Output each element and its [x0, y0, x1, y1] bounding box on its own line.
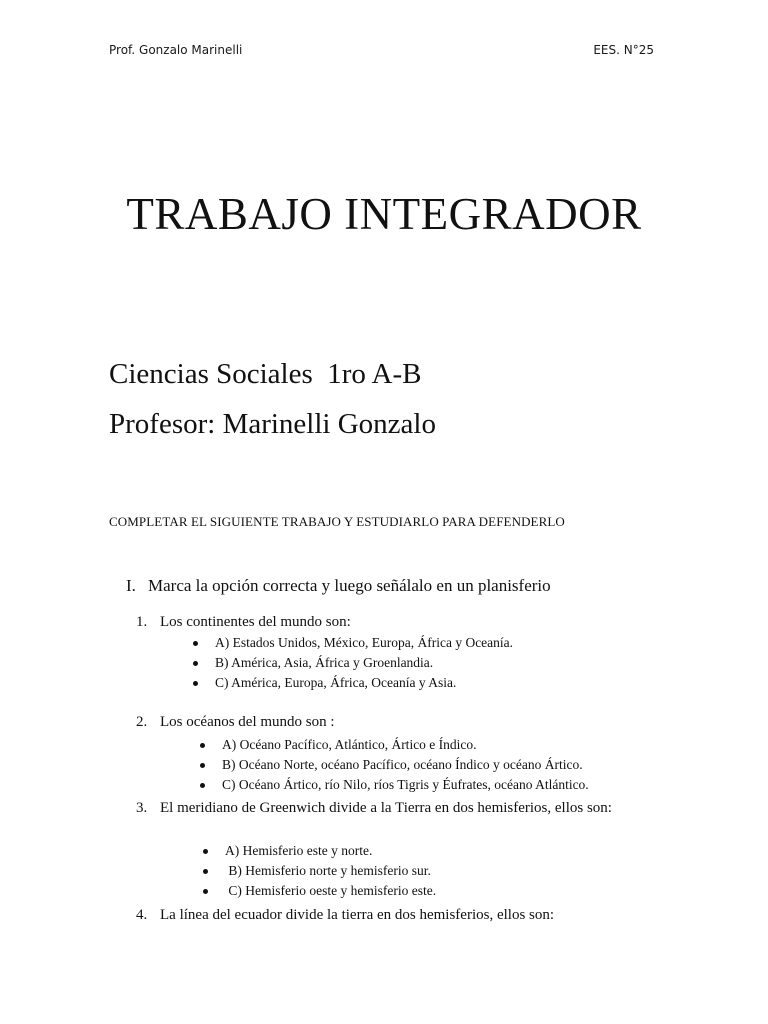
- bullet-icon: [200, 763, 205, 768]
- question-text: La línea del ecuador divide la tierra en dos hemisferios, ellos son:: [160, 907, 555, 923]
- question-3-options: [201, 841, 436, 901]
- question-text: El meridiano de Greenwich divide a la Tierra en dos hemisferios, ellos son:: [160, 800, 612, 816]
- bullet-icon: [203, 869, 208, 874]
- bullet-icon: [203, 849, 208, 854]
- section-heading-text: Marca la opción correcta y luego señálalo en un planisferio: [148, 576, 551, 595]
- option-item: [201, 841, 436, 861]
- option-item: [198, 735, 589, 755]
- option-item: [191, 633, 513, 653]
- question-number: 4.: [136, 907, 148, 923]
- question-number: 2.: [136, 714, 148, 730]
- bullet-icon: [193, 661, 198, 666]
- option-text: A) Océano Pacífico, Atlántico, Ártico e Índico.: [222, 737, 477, 752]
- option-item: [201, 861, 436, 881]
- bullet-icon: [193, 641, 198, 646]
- question-text: Los continentes del mundo son:: [160, 614, 351, 630]
- section-heading: [126, 576, 551, 596]
- question-3: [136, 798, 636, 819]
- option-text: A) Hemisferio este y norte.: [225, 843, 373, 858]
- question-1-options: [191, 633, 513, 693]
- bullet-icon: [203, 889, 208, 894]
- question-number: 3.: [136, 800, 148, 816]
- option-item: [191, 653, 513, 673]
- bullet-icon: [200, 743, 205, 748]
- bullet-icon: [200, 783, 205, 788]
- header-author: Prof. Gonzalo Marinelli: [109, 43, 243, 57]
- option-text: B) Hemisferio norte y hemisferio sur.: [225, 863, 431, 878]
- bullet-icon: [193, 681, 198, 686]
- option-text: B) América, Asia, África y Groenlandia.: [215, 655, 434, 670]
- section-numeral: I.: [126, 576, 136, 595]
- option-text: C) Hemisferio oeste y hemisferio este.: [225, 883, 437, 898]
- subject-line: Ciencias Sociales 1ro A-B: [109, 358, 422, 390]
- question-2: [136, 712, 636, 733]
- option-text: B) Océano Norte, océano Pacífico, océano Índico y océano Ártico.: [222, 757, 583, 772]
- option-text: C) Océano Ártico, río Nilo, ríos Tigris y Éufrates, océano Atlántico.: [222, 777, 589, 792]
- question-4: [136, 905, 636, 926]
- header-school: EES. N°25: [593, 43, 654, 57]
- question-1: [136, 612, 636, 633]
- question-text: Los océanos del mundo son :: [160, 714, 335, 730]
- option-item: [198, 775, 589, 795]
- question-number: 1.: [136, 614, 148, 630]
- option-item: [191, 673, 513, 693]
- option-text: C) América, Europa, África, Oceanía y Asia.: [215, 675, 457, 690]
- option-text: A) Estados Unidos, México, Europa, África y Oceanía.: [215, 635, 514, 650]
- instruction-text: COMPLETAR EL SIGUIENTE TRABAJO Y ESTUDIARLO PARA DEFENDERLO: [109, 514, 565, 529]
- option-item: [201, 881, 436, 901]
- document-title: TRABAJO INTEGRADOR: [126, 189, 642, 239]
- teacher-line: Profesor: Marinelli Gonzalo: [109, 408, 436, 440]
- question-2-options: [198, 735, 589, 795]
- option-item: [198, 755, 589, 775]
